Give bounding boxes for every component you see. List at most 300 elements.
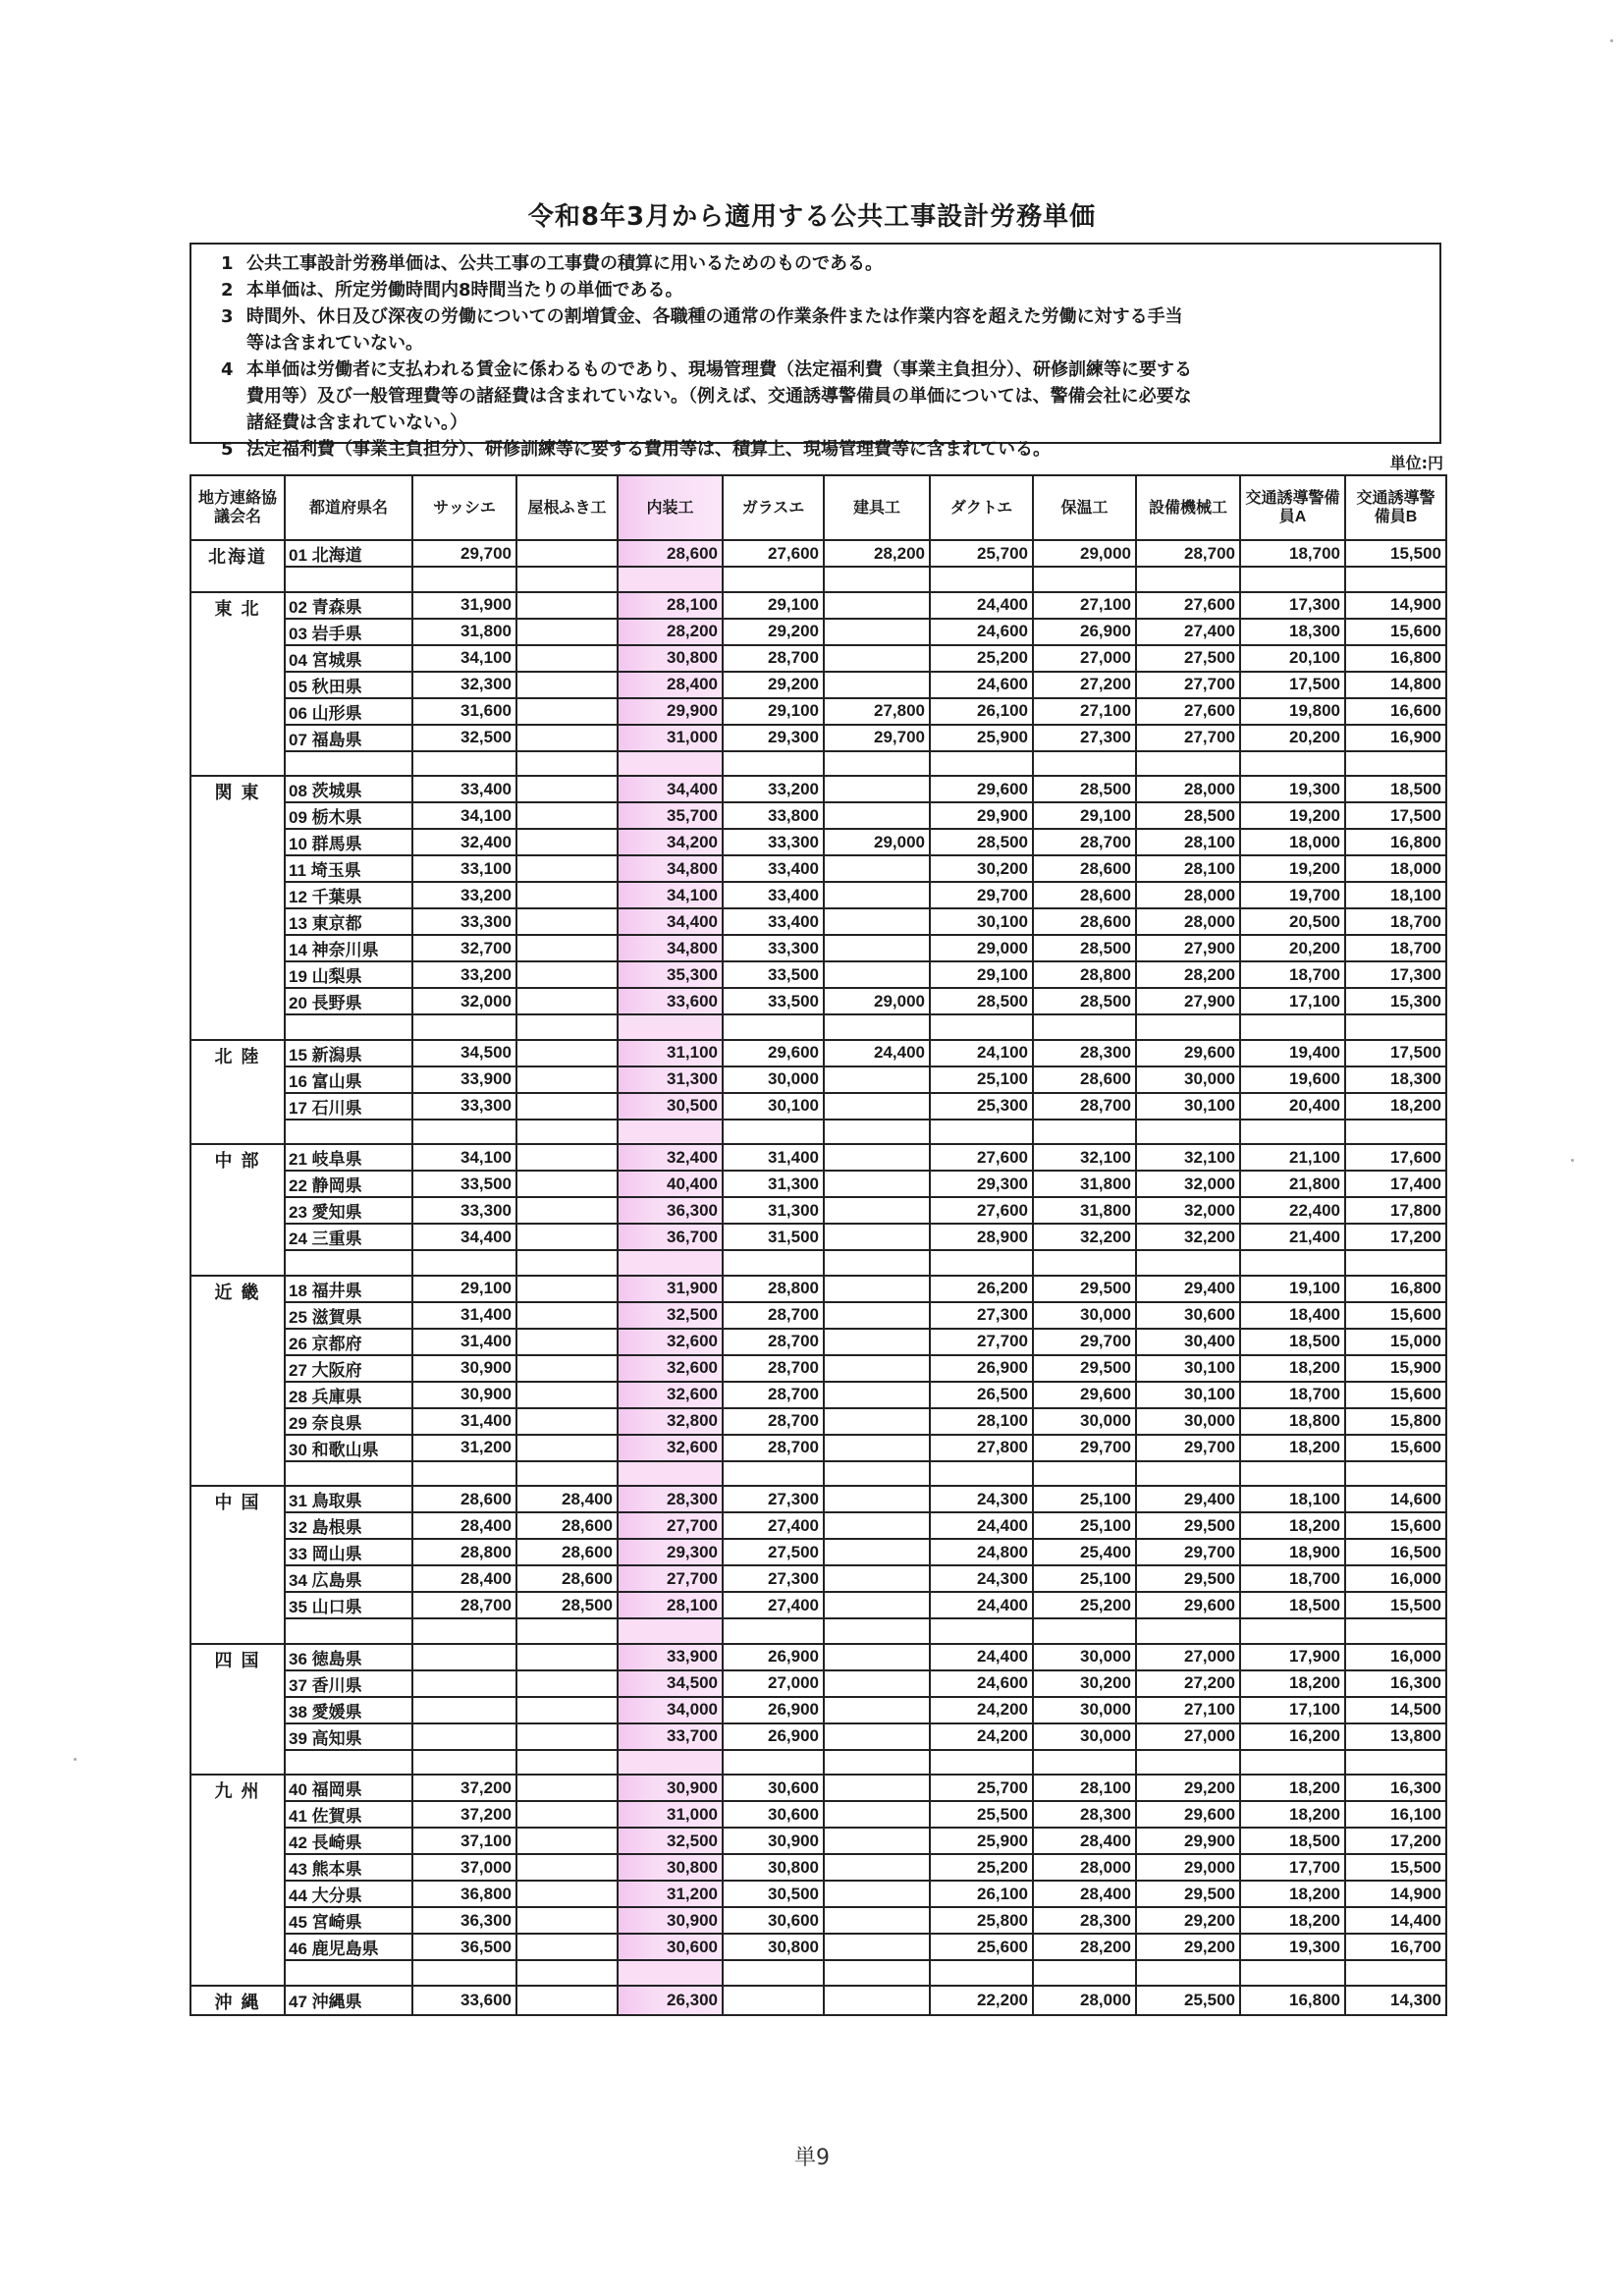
wage-cell: 31,800 [1033, 1197, 1136, 1224]
wage-cell: 34,800 [618, 935, 723, 961]
empty-cell [516, 1250, 618, 1276]
wage-cell [516, 1224, 618, 1250]
table-row [190, 1801, 1446, 1828]
wage-cell [824, 1224, 930, 1250]
wage-cell: 33,400 [412, 776, 516, 802]
empty-cell [930, 1750, 1033, 1776]
table-row [190, 1144, 1446, 1171]
empty-cell [723, 1750, 824, 1776]
prefecture-name: 38 愛媛県 [285, 1697, 412, 1723]
wage-cell: 28,800 [1033, 961, 1136, 988]
wage-cell: 28,100 [618, 592, 723, 619]
prefecture-name: 15 新潟県 [285, 1040, 412, 1066]
wage-cell: 14,800 [1345, 672, 1446, 698]
wage-cell: 28,700 [723, 1355, 824, 1382]
wage-cell: 34,400 [618, 776, 723, 802]
table-row [190, 935, 1446, 961]
wage-cell: 30,000 [1033, 1302, 1136, 1329]
table-row [190, 1986, 1446, 2015]
wage-cell: 34,100 [412, 802, 516, 829]
wage-cell: 18,700 [1345, 935, 1446, 961]
wage-cell: 28,600 [618, 540, 723, 567]
wage-cell: 29,700 [1033, 1329, 1136, 1355]
wage-cell: 19,600 [1240, 1066, 1345, 1093]
wage-cell: 29,500 [1033, 1355, 1136, 1382]
wage-cell: 30,000 [723, 1066, 824, 1093]
wage-cell: 27,200 [1033, 672, 1136, 698]
prefecture-name: 22 静岡県 [285, 1171, 412, 1197]
wage-cell: 28,600 [516, 1565, 618, 1592]
prefecture-name: 45 宮崎県 [285, 1907, 412, 1934]
prefecture-name: 31 鳥取県 [285, 1486, 412, 1512]
wage-cell: 25,200 [1033, 1592, 1136, 1618]
table-row [190, 1697, 1446, 1723]
empty-cell [1136, 1750, 1240, 1776]
wage-cell: 28,000 [1136, 882, 1240, 908]
wage-cell: 37,200 [412, 1775, 516, 1801]
wage-cell: 30,400 [1136, 1329, 1240, 1355]
wage-cell: 25,300 [930, 1093, 1033, 1120]
note-item [221, 436, 1439, 463]
wage-cell: 37,000 [412, 1854, 516, 1881]
prefecture-name: 44 大分県 [285, 1881, 412, 1907]
wage-cell: 28,100 [618, 1592, 723, 1618]
prefecture-name: 37 香川県 [285, 1670, 412, 1697]
wage-cell: 18,100 [1240, 1486, 1345, 1512]
wage-cell: 29,000 [1136, 1854, 1240, 1881]
wage-cell: 25,400 [1033, 1539, 1136, 1565]
wage-cell: 28,100 [1136, 829, 1240, 855]
wage-cell [824, 1723, 930, 1750]
note-number: 3 [221, 306, 234, 327]
column-header: 保温工 [1033, 475, 1136, 540]
wage-cell: 30,000 [1033, 1644, 1136, 1670]
table-row [190, 1197, 1446, 1224]
wage-cell: 32,600 [618, 1355, 723, 1382]
wage-cell: 28,400 [516, 1486, 618, 1512]
wage-cell: 28,600 [1033, 855, 1136, 882]
empty-cell [1345, 1618, 1446, 1644]
wage-cell: 32,600 [618, 1329, 723, 1355]
table-row [190, 1644, 1446, 1670]
wage-cell [516, 540, 618, 567]
wage-cell [824, 1854, 930, 1881]
wage-cell: 35,700 [618, 802, 723, 829]
empty-cell [285, 1120, 412, 1145]
wage-cell: 28,400 [412, 1565, 516, 1592]
empty-cell [824, 1250, 930, 1276]
wage-cell: 18,200 [1345, 1093, 1446, 1120]
empty-cell [824, 1750, 930, 1776]
wage-cell: 33,300 [723, 935, 824, 961]
empty-cell [930, 1120, 1033, 1145]
wage-cell [516, 961, 618, 988]
wage-cell: 31,900 [618, 1276, 723, 1302]
wage-cell: 17,500 [1345, 802, 1446, 829]
wage-cell: 29,000 [824, 829, 930, 855]
empty-cell [516, 1120, 618, 1145]
wage-cell: 15,600 [1345, 1302, 1446, 1329]
wage-cell: 32,300 [412, 672, 516, 698]
wage-cell: 18,500 [1240, 1329, 1345, 1355]
wage-cell: 34,100 [412, 645, 516, 672]
wage-cell: 29,200 [723, 619, 824, 645]
wage-cell: 27,700 [618, 1565, 723, 1592]
empty-cell [1240, 1014, 1345, 1040]
wage-cell [824, 882, 930, 908]
prefecture-name: 05 秋田県 [285, 672, 412, 698]
wage-cell: 32,500 [412, 725, 516, 751]
wage-cell [516, 1329, 618, 1355]
empty-cell [930, 1461, 1033, 1487]
prefecture-name: 26 京都府 [285, 1329, 412, 1355]
table-row [190, 855, 1446, 882]
wage-cell: 29,400 [1136, 1486, 1240, 1512]
note-text: 公共工事設計労務単価は、公共工事の工事費の積算に用いるためのものである。 [246, 253, 883, 274]
table-row [190, 1775, 1446, 1801]
wage-cell: 30,100 [930, 908, 1033, 935]
wage-cell: 27,300 [930, 1302, 1033, 1329]
column-header: 建具工 [824, 475, 930, 540]
wage-cell [516, 1435, 618, 1461]
wage-cell: 29,600 [930, 776, 1033, 802]
wage-cell: 29,100 [723, 698, 824, 725]
wage-cell: 26,900 [723, 1644, 824, 1670]
table-row [190, 1934, 1446, 1960]
wage-cell: 18,700 [1240, 1382, 1345, 1408]
region-name: 四 国 [190, 1644, 285, 1776]
wage-cell: 25,200 [930, 645, 1033, 672]
empty-cell [1136, 1014, 1240, 1040]
empty-cell [618, 1461, 723, 1487]
wage-cell: 33,300 [412, 1197, 516, 1224]
empty-cell [618, 1960, 723, 1986]
wage-cell: 16,700 [1345, 1934, 1446, 1960]
wage-cell [516, 1066, 618, 1093]
prefecture-name: 47 沖縄県 [285, 1986, 412, 2015]
note-item [221, 303, 1439, 356]
wage-cell: 28,600 [516, 1512, 618, 1539]
wage-cell: 18,500 [1240, 1592, 1345, 1618]
wage-cell: 16,300 [1345, 1670, 1446, 1697]
wage-cell: 30,200 [930, 855, 1033, 882]
wage-cell: 15,000 [1345, 1329, 1446, 1355]
wage-cell: 24,600 [930, 672, 1033, 698]
wage-cell: 29,700 [1136, 1539, 1240, 1565]
wage-cell [412, 1697, 516, 1723]
note-text: 時間外、休日及び深夜の労働についての割増賃金、各職種の通常の作業条件または作業内容を超えた労働に対する手当 等は含まれていない。 [246, 306, 1183, 354]
wage-cell [516, 776, 618, 802]
empty-cell [824, 1618, 930, 1644]
empty-cell [412, 1014, 516, 1040]
wage-cell: 27,600 [930, 1197, 1033, 1224]
table-row [190, 1881, 1446, 1907]
wage-cell: 28,700 [723, 645, 824, 672]
note-item [221, 356, 1439, 436]
wage-cell: 16,300 [1345, 1775, 1446, 1801]
prefecture-name: 06 山形県 [285, 698, 412, 725]
table-row [190, 1224, 1446, 1250]
wage-cell: 32,600 [618, 1382, 723, 1408]
region-name: 北 陸 [190, 1040, 285, 1145]
wage-cell [516, 1197, 618, 1224]
wage-cell [824, 592, 930, 619]
wage-cell: 28,600 [1033, 908, 1136, 935]
wage-cell: 33,800 [723, 802, 824, 829]
wage-cell [824, 1644, 930, 1670]
wage-cell [824, 1276, 930, 1302]
wage-cell: 18,200 [1240, 1907, 1345, 1934]
wage-cell: 27,600 [1136, 592, 1240, 619]
wage-cell: 28,700 [1033, 1093, 1136, 1120]
wage-cell: 19,800 [1240, 698, 1345, 725]
column-header: 設備機械工 [1136, 475, 1240, 540]
wage-cell: 29,600 [1136, 1592, 1240, 1618]
prefecture-name: 11 埼玉県 [285, 855, 412, 882]
wage-cell: 28,700 [1136, 540, 1240, 567]
wage-cell: 30,900 [723, 1828, 824, 1854]
wage-cell [516, 645, 618, 672]
wage-cell [824, 1355, 930, 1382]
wage-cell: 26,900 [723, 1723, 824, 1750]
prefecture-name: 30 和歌山県 [285, 1435, 412, 1461]
wage-cell [516, 988, 618, 1014]
empty-cell [1240, 1750, 1345, 1776]
empty-cell [618, 1618, 723, 1644]
table-row [190, 1828, 1446, 1854]
wage-cell: 30,500 [618, 1093, 723, 1120]
wage-cell: 22,400 [1240, 1197, 1345, 1224]
wage-cell: 32,400 [618, 1144, 723, 1171]
table-row [190, 961, 1446, 988]
wage-cell: 27,400 [723, 1592, 824, 1618]
wage-cell: 30,500 [723, 1881, 824, 1907]
wage-cell: 36,800 [412, 1881, 516, 1907]
empty-cell [618, 1120, 723, 1145]
wage-cell: 18,700 [1345, 908, 1446, 935]
table-row [190, 1854, 1446, 1881]
empty-cell [1033, 1461, 1136, 1487]
wage-cell: 29,000 [930, 935, 1033, 961]
wage-cell: 17,800 [1345, 1197, 1446, 1224]
wage-cell: 31,800 [412, 619, 516, 645]
wage-cell: 33,400 [723, 855, 824, 882]
notes-box [189, 243, 1441, 460]
empty-cell [723, 1618, 824, 1644]
empty-cell [618, 1750, 723, 1776]
wage-cell [516, 1171, 618, 1197]
prefecture-name: 10 群馬県 [285, 829, 412, 855]
header-row [190, 475, 1446, 540]
prefecture-name: 07 福島県 [285, 725, 412, 751]
wage-cell: 15,500 [1345, 1592, 1446, 1618]
wage-cell: 25,500 [1136, 1986, 1240, 2015]
wage-cell: 28,100 [1033, 1775, 1136, 1801]
wage-cell: 27,100 [1136, 1697, 1240, 1723]
wage-cell: 34,400 [618, 908, 723, 935]
wage-cell: 37,100 [412, 1828, 516, 1854]
wage-cell: 32,000 [412, 988, 516, 1014]
prefecture-name: 18 福井県 [285, 1276, 412, 1302]
prefecture-name: 35 山口県 [285, 1592, 412, 1618]
wage-cell: 34,100 [412, 1144, 516, 1171]
wage-cell: 27,900 [1136, 935, 1240, 961]
prefecture-name: 27 大阪府 [285, 1355, 412, 1382]
wage-cell: 28,900 [930, 1224, 1033, 1250]
empty-cell [412, 751, 516, 777]
wage-cell: 19,400 [1240, 1040, 1345, 1066]
wage-cell: 33,400 [723, 908, 824, 935]
wage-cell: 31,800 [1033, 1171, 1136, 1197]
table-row [190, 725, 1446, 751]
wage-cell: 26,200 [930, 1276, 1033, 1302]
wage-cell: 25,600 [930, 1934, 1033, 1960]
wage-cell: 27,800 [930, 1435, 1033, 1461]
prefecture-name: 41 佐賀県 [285, 1801, 412, 1828]
prefecture-name: 08 茨城県 [285, 776, 412, 802]
empty-cell [1240, 567, 1345, 592]
spacer-row [190, 1461, 1446, 1487]
wage-cell [516, 1881, 618, 1907]
wage-cell: 26,100 [930, 698, 1033, 725]
wage-cell: 25,100 [1033, 1486, 1136, 1512]
wage-cell: 15,600 [1345, 1435, 1446, 1461]
wage-cell: 25,900 [930, 725, 1033, 751]
wage-cell: 24,400 [930, 592, 1033, 619]
empty-cell [618, 751, 723, 777]
wage-cell: 30,900 [412, 1355, 516, 1382]
wage-cell: 30,200 [1033, 1670, 1136, 1697]
empty-cell [1240, 1461, 1345, 1487]
wage-cell [824, 1066, 930, 1093]
empty-cell [1240, 1120, 1345, 1145]
wage-cell: 14,900 [1345, 1881, 1446, 1907]
empty-cell [285, 1618, 412, 1644]
table-row [190, 1408, 1446, 1435]
wage-cell [824, 1382, 930, 1408]
wage-cell: 29,300 [723, 725, 824, 751]
wage-cell: 30,000 [1033, 1408, 1136, 1435]
wage-cell: 28,700 [723, 1302, 824, 1329]
empty-cell [1136, 1461, 1240, 1487]
wage-cell: 33,700 [618, 1723, 723, 1750]
empty-cell [1345, 751, 1446, 777]
wage-cell [824, 1828, 930, 1854]
wage-cell: 31,400 [412, 1302, 516, 1329]
empty-cell [723, 1014, 824, 1040]
prefecture-name: 28 兵庫県 [285, 1382, 412, 1408]
wage-cell: 30,100 [723, 1093, 824, 1120]
wage-cell: 28,000 [1136, 776, 1240, 802]
empty-cell [723, 1960, 824, 1986]
wage-cell: 30,000 [1136, 1066, 1240, 1093]
wage-cell: 31,400 [412, 1329, 516, 1355]
table-row [190, 1435, 1446, 1461]
wage-cell: 32,500 [618, 1302, 723, 1329]
wage-cell: 16,800 [1345, 1276, 1446, 1302]
empty-cell [1136, 751, 1240, 777]
note-number: 1 [221, 253, 234, 274]
empty-cell [824, 1120, 930, 1145]
table-row [190, 1355, 1446, 1382]
empty-cell [412, 567, 516, 592]
note-item [221, 250, 1439, 277]
wage-cell: 15,600 [1345, 1512, 1446, 1539]
table-row [190, 1486, 1446, 1512]
wage-cell: 24,400 [824, 1040, 930, 1066]
table-row [190, 1723, 1446, 1750]
wage-cell: 18,000 [1345, 855, 1446, 882]
prefecture-name: 36 徳島県 [285, 1644, 412, 1670]
table-row [190, 1040, 1446, 1066]
wage-cell [824, 1697, 930, 1723]
empty-cell [1136, 1250, 1240, 1276]
wage-cell [516, 1775, 618, 1801]
note-number: 2 [221, 280, 234, 301]
empty-cell [1240, 1960, 1345, 1986]
prefecture-name: 32 島根県 [285, 1512, 412, 1539]
empty-cell [285, 1461, 412, 1487]
wage-cell: 24,800 [930, 1539, 1033, 1565]
table-row [190, 645, 1446, 672]
empty-cell [285, 751, 412, 777]
wage-cell: 16,800 [1345, 829, 1446, 855]
wage-cell: 28,000 [1033, 1986, 1136, 2015]
wage-cell: 29,100 [412, 1276, 516, 1302]
wage-cell: 29,400 [1136, 1276, 1240, 1302]
wage-cell: 28,500 [1033, 776, 1136, 802]
empty-cell [1345, 567, 1446, 592]
wage-cell: 29,700 [824, 725, 930, 751]
prefecture-name: 20 長野県 [285, 988, 412, 1014]
wage-cell: 19,200 [1240, 802, 1345, 829]
wage-cell: 28,800 [723, 1276, 824, 1302]
wage-cell: 25,700 [930, 540, 1033, 567]
wage-cell: 29,600 [1033, 1382, 1136, 1408]
spacer-row [190, 1120, 1446, 1145]
wage-cell: 27,100 [1033, 698, 1136, 725]
wage-cell [516, 1355, 618, 1382]
wage-cell: 33,600 [618, 988, 723, 1014]
wage-cell: 21,400 [1240, 1224, 1345, 1250]
empty-cell [824, 751, 930, 777]
wage-cell: 18,000 [1240, 829, 1345, 855]
wage-cell [824, 1592, 930, 1618]
wage-cell: 15,300 [1345, 988, 1446, 1014]
wage-cell: 32,100 [1136, 1144, 1240, 1171]
region-name: 中 国 [190, 1486, 285, 1644]
column-header: ダクトエ [930, 475, 1033, 540]
wage-cell: 30,800 [618, 645, 723, 672]
wage-cell: 28,200 [1136, 961, 1240, 988]
wage-cell [516, 935, 618, 961]
wage-cell: 30,600 [723, 1801, 824, 1828]
wage-cell: 27,000 [723, 1670, 824, 1697]
wage-cell: 31,100 [618, 1040, 723, 1066]
wage-cell: 29,000 [1033, 540, 1136, 567]
wage-cell [824, 1775, 930, 1801]
wage-cell: 28,700 [412, 1592, 516, 1618]
wage-cell: 18,700 [1240, 540, 1345, 567]
wage-cell [824, 1907, 930, 1934]
wage-cell: 29,700 [930, 882, 1033, 908]
wage-cell: 33,300 [412, 1093, 516, 1120]
wage-cell: 33,500 [723, 988, 824, 1014]
wage-cell: 17,100 [1240, 988, 1345, 1014]
wage-cell: 29,900 [1136, 1828, 1240, 1854]
wage-cell: 32,400 [412, 829, 516, 855]
empty-cell [516, 1014, 618, 1040]
